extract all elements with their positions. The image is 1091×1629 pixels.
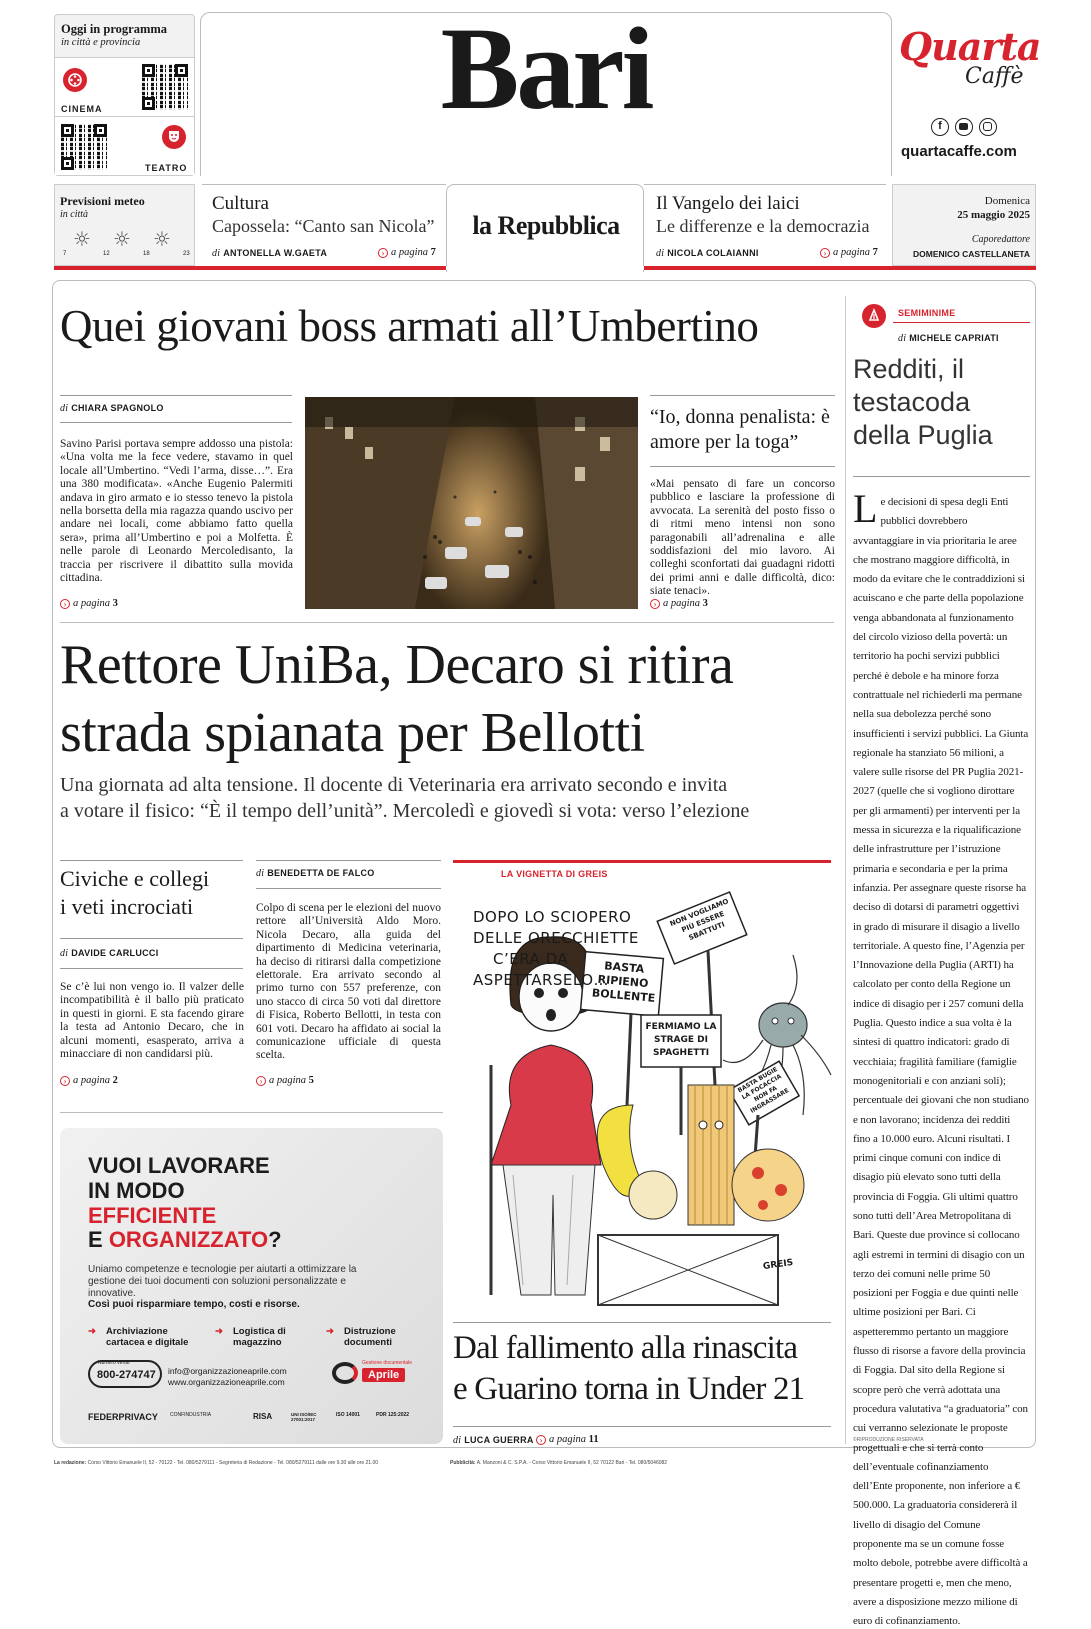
instagram-icon[interactable] bbox=[979, 118, 997, 136]
arrow-right-icon: › bbox=[820, 248, 830, 258]
ad-logo: RISA bbox=[253, 1412, 273, 1421]
sport-headline-line2[interactable]: e Guarino torna in Under 21 bbox=[453, 1371, 805, 1407]
masthead-city: Bari bbox=[440, 3, 652, 134]
vignetta-signature: GREIS bbox=[762, 1257, 794, 1273]
main-standfirst-line1: Una giornata ad alta tensione. Il docente di Veterinaria era arrivato secondo e invita bbox=[60, 774, 728, 796]
ad-logo: ISO 14001 bbox=[336, 1412, 360, 1418]
ad-phone-box[interactable] bbox=[88, 1360, 162, 1388]
seminime-byline: di MICHELE CAPRIATI bbox=[898, 333, 999, 344]
lead-byline: di CHIARA SPAGNOLO bbox=[60, 403, 164, 414]
arrow-right-icon: › bbox=[650, 599, 660, 609]
divider bbox=[60, 395, 292, 396]
ad-line4 bbox=[88, 1227, 282, 1253]
aprile-logo-mark bbox=[332, 1362, 358, 1384]
arrow-right-icon: › bbox=[60, 599, 70, 609]
divider bbox=[256, 888, 441, 889]
ad-line4-c: ? bbox=[268, 1227, 282, 1252]
divider bbox=[60, 1112, 443, 1113]
aprile-name: Aprile bbox=[362, 1368, 405, 1382]
ad-line3: EFFICIENTE bbox=[88, 1203, 217, 1228]
ad-email[interactable]: info@organizzazioneaprile.com bbox=[168, 1366, 287, 1376]
editor-role: Caporedattore bbox=[971, 234, 1030, 245]
divider bbox=[60, 422, 292, 423]
vignetta-cartoon bbox=[453, 885, 831, 1315]
main-headline-line2[interactable]: strada spianata per Bellotti bbox=[60, 702, 645, 764]
date-value: 25 maggio 2025 bbox=[957, 209, 1030, 221]
facebook-icon[interactable]: f bbox=[931, 118, 949, 136]
weather-hour: 23 bbox=[183, 251, 190, 257]
cinema-icon bbox=[63, 68, 87, 92]
divider bbox=[893, 322, 1030, 323]
footer bbox=[54, 1460, 1036, 1472]
divider bbox=[60, 860, 243, 861]
sport-pageref[interactable]: › a pagina 11 bbox=[536, 1434, 599, 1445]
vignetta-sign-2: NON VOGLIAMO PIÙ ESSERE SBATTUTI bbox=[668, 897, 730, 943]
culture-kicker: Cultura bbox=[212, 193, 269, 214]
divider bbox=[853, 476, 1030, 477]
civiche-byline: di DAVIDE CARLUCCI bbox=[60, 948, 159, 959]
main-headline-line1[interactable]: Rettore UniBa, Decaro si ritira bbox=[60, 634, 734, 696]
weather-hour: 12 bbox=[103, 251, 110, 257]
program-title: Oggi in programma bbox=[61, 22, 168, 36]
ad-line4-b: ORGANIZZATO bbox=[108, 1227, 269, 1252]
divider bbox=[650, 466, 835, 467]
civiche-headline-line2[interactable]: i veti incrociati bbox=[60, 894, 194, 919]
quarta-caffe-logo[interactable] bbox=[895, 24, 1041, 114]
social-icons bbox=[931, 118, 1001, 136]
vangelo-byline: di NICOLA COLAIANNI bbox=[656, 248, 759, 259]
teatro-icon bbox=[162, 125, 186, 149]
arrow-icon: ➜ bbox=[326, 1326, 334, 1337]
vignetta-caption-line: DELLE ORECCHIETTE bbox=[473, 929, 639, 947]
vangelo-pageref[interactable]: › a pagina 7 bbox=[820, 247, 878, 258]
arrow-right-icon: › bbox=[536, 1435, 546, 1445]
arrow-icon: ➜ bbox=[215, 1326, 223, 1337]
divider bbox=[60, 622, 834, 623]
quarta-caffe-sub: Caffè bbox=[965, 64, 1024, 89]
seminime-text: e decisioni di spesa degli Enti pubblici dovrebbero avvantaggiare in via prioritaria le aree che mostrano maggiore difficoltà, in modo da evitare che le contraddizioni si acuiscano e che parte della popolazione venga abbandonata al funzionamento del circolo vizioso della povertà: un territorio ha pochi servizi pubblici perché è debole e ha minore forza contrattuale nel richiederli ma permane nella sua debolezza perché sono insufficienti i servizi pubblici. La Giunta regionale ha stanziato 56 milioni, a valere sulle risorse del PR Puglia 2021-2027 (quelle che si vogliono dirottare per gli armamenti) per interventi per la messa in sicurezza e la riqualificazione delle infrastrutture per l’istruzione primaria e secondaria e per la prima infanzia. Per assegnare queste risorse ha deciso di dotarsi di parametri oggettivi in grado di misurare il disagio a livello territoriale. A questo fine, l’Agenzia per l’Innovazione della Puglia (ARTI) ha calcolato per conto della Regione un indice di disagio per i 257 comuni della Puglia. Questo indice a sua volta è la sintesi di quattro indicatori: grado di vecchiaia; fragilità familiare (famiglie monogenitoriali e con anziani soli); percentuale dei giovani che non studiano e non lavorano; incidenza dei redditi fino a 10.000 euro. Alcuni risultati. I primi cinque comuni con indice di disagio più elevato sono tutti della provincia di Foggia. Gli ultimi quattro sono tutti dell’Area Metropolitana di Bari. Queste due province si collocano agli estremi in termini di disagio con un terzo dei comuni nelle prime 50 posizioni per Foggia e due quinti nelle ultime posizioni per Bari. Ci aspetteremmo pertanto un maggiore flusso di risorse a favore della provincia di Foggia. Dal sito della Regione si scopre però che verrà adottata una procedura valutativa “a graduatoria” con cui verranno selezionate le proposte progettuali e che si terrà conto dell’eventuale cofinanziamento dell’Ente proponente, non inferiore a € 500.000. La graduatoria considererà il livello di disagio del Comune proponente ma se un comune fosse molto debole, potrebbe avere difficoltà a presentare progetti e, men che meno, avere a disposizione mezzo milione di euro di cofinanziamento. bbox=[853, 496, 1029, 1628]
arrow-right-icon: › bbox=[60, 1076, 70, 1086]
paper-tab bbox=[446, 184, 644, 272]
arrow-right-icon: › bbox=[378, 248, 388, 258]
sport-headline-line1[interactable]: Dal fallimento alla rinascita bbox=[453, 1330, 798, 1366]
aprile-small: Gestione documentale bbox=[362, 1360, 413, 1366]
sun-icon: ☼ bbox=[153, 227, 171, 251]
seminime-body bbox=[853, 486, 1029, 1629]
weather-icons bbox=[63, 225, 191, 261]
ad-logo: UNI ISO/IEC 27001:2017 bbox=[291, 1412, 317, 1422]
arrow-icon: ➜ bbox=[88, 1326, 96, 1337]
penalista-text: «Mai pensato di fare un concorso pubblico e lasciare la professione di avvocata. La serenità del posto fisso o di ritmi meno intensi non sono paragonabili all’adrenalina e alle soddisfazioni del mio lavoro. Ai colleghi sconfortati dai guadagni ridotti dei primi anni e dalle difficoltà, dico: siate tenaci». bbox=[650, 478, 835, 598]
quarta-caffe-url[interactable]: quartacaffe.com bbox=[901, 143, 1017, 160]
seminime-kicker: SEMIMINIME bbox=[898, 308, 956, 318]
ad-web[interactable]: www.organizzazioneaprile.com bbox=[168, 1377, 285, 1387]
ad-phone-label: Numero verde bbox=[98, 1360, 130, 1366]
footer-right: Pubblicità: A. Manzoni & C. S.P.A. - Corso Vittorio Emanuele II, 52 70122 Bari - Tel. 080/5046082 bbox=[450, 1460, 668, 1466]
vangelo-headline: Le differenze e la democrazia bbox=[656, 216, 870, 236]
vignetta-sign-1: BASTA RIPIENO BOLLENTE bbox=[591, 959, 656, 1005]
ad-feature-1: ➜ Archiviazione cartacea e digitale bbox=[88, 1326, 189, 1348]
ad-feature-3: ➜ Distruzione documenti bbox=[326, 1326, 396, 1348]
rettore-pageref[interactable]: › a pagina 5 bbox=[256, 1075, 314, 1086]
advertisement[interactable] bbox=[60, 1128, 443, 1444]
penalista-headline[interactable]: “Io, donna penalista: è amore per la toga” bbox=[650, 406, 830, 453]
civiche-text: Se c’è lui non vengo io. Il valzer delle incompatibilità è il ballo più praticato in questi in giorni. E sta facendo girare la testa ad Antonio Decaro, che in alcuni momenti, esasperato, arriva a minacciare di non candidarsi più. bbox=[60, 981, 244, 1061]
vignetta-sign-4: BASTA BUGIE LA FOCACCIA NON FA INGRASSARE bbox=[736, 1065, 791, 1115]
ad-logos bbox=[88, 1410, 428, 1426]
program-subtitle: in città e provincia bbox=[61, 37, 141, 48]
sun-icon: ☼ bbox=[113, 227, 131, 251]
paper-name[interactable]: la Repubblica bbox=[472, 211, 620, 240]
teatro-label: TEATRO bbox=[145, 163, 188, 173]
vangelo-kicker: Il Vangelo dei laici bbox=[656, 193, 800, 214]
penalista-pageref[interactable]: › a pagina 3 bbox=[650, 598, 708, 609]
lead-pageref[interactable]: › a pagina 3 bbox=[60, 598, 118, 609]
quarta-caffe-name: Quarta bbox=[899, 24, 1041, 69]
seminime-dropcap: L bbox=[853, 486, 878, 531]
aprile-logo bbox=[332, 1358, 414, 1390]
cinema-qr-code[interactable] bbox=[142, 64, 188, 110]
lead-headline[interactable]: Quei giovani boss armati all’Umbertino bbox=[60, 301, 759, 351]
culture-teaser[interactable] bbox=[202, 184, 446, 266]
seminime-headline[interactable]: Redditi, il testacoda della Puglia bbox=[853, 354, 993, 450]
arrow-right-icon: › bbox=[256, 1076, 266, 1086]
ad-logo: CONFINDUSTRIA bbox=[170, 1412, 212, 1418]
divider bbox=[256, 860, 441, 861]
date-weekday: Domenica bbox=[984, 195, 1030, 207]
ad-line4-a: E bbox=[88, 1227, 103, 1252]
ad-logo: FEDERPRIVACY bbox=[88, 1412, 158, 1422]
program-box bbox=[54, 14, 195, 176]
seminime-icon bbox=[862, 304, 886, 328]
lead-photo bbox=[305, 397, 638, 609]
lead-text: Savino Parisi portava sempre addosso una pistola: «Una volta me la fece vedere, stavamo in quel locale all’Umbertino. “Vedi l’arma, disse…”. Era una 380 modificata». «Anche Eugenio Palermiti andava in giro armato e io stesso tenevo la pistola nella borsetta della mia ragazza quando uscivo per andare nei locali, come abbiamo fatto quella sera», prima all’Umbertino e poi a Molfetta. È nelle parole di Leonardo Mercoledisanto, la traccia per riscrivere il dibattito sulla movida cittadina. bbox=[60, 438, 293, 585]
ad-line2: IN MODO bbox=[88, 1178, 185, 1203]
footer-left: La redazione: Corso Vittorio Emanuele II, 52 - 70122 - Tel. 080/5279111 - Segreteria di Redazione - Tel. 080/5279111 dalle ore 9.30 alle ore 21.00 bbox=[54, 1460, 379, 1466]
youtube-icon[interactable] bbox=[955, 118, 973, 136]
vignetta-kicker: LA VIGNETTA DI GREIS bbox=[501, 869, 608, 879]
vignetta-header bbox=[453, 860, 831, 882]
divider bbox=[453, 1322, 831, 1323]
weather-hour: 18 bbox=[143, 251, 150, 257]
weather-box bbox=[54, 184, 195, 266]
teatro-qr-code[interactable] bbox=[61, 124, 107, 170]
weather-hour: 7 bbox=[63, 251, 67, 257]
ad-body-bold: Così puoi risparmiare tempo, costi e risorse. bbox=[88, 1299, 300, 1310]
civiche-headline-line1[interactable]: Civiche e collegi bbox=[60, 866, 210, 891]
strip-row bbox=[54, 184, 1036, 272]
sport-byline: di LUCA GUERRA bbox=[453, 1435, 534, 1446]
cinema-label: CINEMA bbox=[61, 104, 103, 114]
ad-logo: PDR 125:2022 bbox=[376, 1412, 410, 1418]
ad-line1: VUOI LAVORARE bbox=[88, 1153, 270, 1178]
date-box bbox=[892, 184, 1036, 266]
sun-icon: ☼ bbox=[73, 227, 91, 251]
editor-name: DOMENICO CASTELLANETA bbox=[913, 249, 1030, 259]
divider bbox=[60, 938, 243, 939]
seminime-column-border bbox=[845, 296, 846, 1444]
divider bbox=[60, 968, 243, 969]
main-standfirst-line2: a votare il fisico: “È il tempo dell’unità”. Mercoledì e giovedì si vota: verso l’elezione bbox=[60, 800, 750, 822]
civiche-pageref[interactable]: › a pagina 2 bbox=[60, 1075, 118, 1086]
vangelo-teaser[interactable] bbox=[644, 184, 886, 266]
weather-title: Previsioni meteo bbox=[60, 194, 145, 208]
weather-subtitle: in città bbox=[60, 209, 89, 220]
culture-byline: di ANTONELLA W.GAETA bbox=[212, 248, 328, 259]
vignetta-caption-line: ASPETTARSELO… bbox=[473, 971, 610, 989]
cinema-cell[interactable] bbox=[55, 57, 194, 117]
seminime-copyright: ©RIPRODUZIONE RISERVATA bbox=[853, 1437, 924, 1443]
red-divider-gap bbox=[446, 266, 644, 270]
divider bbox=[453, 1426, 831, 1427]
rettore-text: Colpo di scena per le elezioni del nuovo rettore all’Università Aldo Moro. Nicola Decaro, alla guida del dipartimento di Medicina veterinaria, ha deciso di ritirarsi dalla competizione elettorale. Era arrivato secondo al primo turno con 557 preferenze, con uno stacco di circa 50 voti dal direttore di Fisica, Roberto Bellotti, in testa con 601 voti. Decaro ha affidato ai social la comunicazione ufficiale di questa scelta. bbox=[256, 902, 441, 1062]
divider bbox=[650, 395, 835, 396]
vignetta-sign-3: FERMIAMO LA STRAGE DI SPAGHETTI bbox=[645, 1022, 717, 1058]
culture-headline: Capossela: “Canto san Nicola” bbox=[212, 216, 435, 236]
vignetta-caption-line: C’ERA DA bbox=[493, 950, 569, 968]
culture-pageref[interactable]: › a pagina 7 bbox=[378, 247, 436, 258]
teatro-cell[interactable] bbox=[55, 117, 194, 175]
rettore-byline: di BENEDETTA DE FALCO bbox=[256, 868, 375, 879]
ad-phone: 800-274747 bbox=[97, 1369, 156, 1381]
ad-body: Uniamo competenze e tecnologie per aiutarti a ottimizzare la gestione dei tuoi documenti con soluzioni personalizzate e innovative. bbox=[88, 1264, 357, 1299]
vignetta-caption-line: DOPO LO SCIOPERO bbox=[473, 908, 632, 926]
ad-feature-2: ➜ Logistica di magazzino bbox=[215, 1326, 286, 1348]
